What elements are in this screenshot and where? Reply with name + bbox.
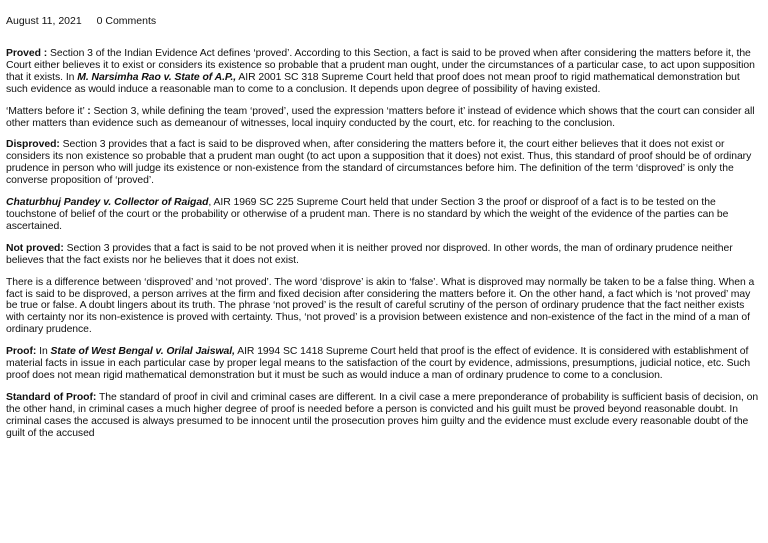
- term-colon: :: [87, 105, 91, 117]
- paragraph-proof: [6, 346, 762, 382]
- term-disproved: Disproved:: [6, 139, 60, 151]
- paragraph-difference: [6, 277, 762, 337]
- paragraph-text: AIR 1994 SC 1418 Supreme Court held that proof is the effect of evidence. It is considered with establishment of material facts in issue in each particular case by proper legal means to the satisfaction of the court by evidence, admissions, presumptions, judicial notice, etc. Such proof does not mean rigid mathematical demonstration but it must be such as would induce a man of ordinary prudence to come to a conclusion.: [6, 346, 751, 381]
- paragraph-text: AIR 2001 SC 318 Supreme Court held that proof does not mean proof to rigid mathematical demonstration but such evidence as would induce a reasonable man to come to a conclusion. It depends upon degree of possibility of having existed.: [6, 71, 740, 95]
- term-standard-of-proof: Standard of Proof:: [6, 391, 97, 403]
- post-meta: [6, 15, 762, 28]
- paragraph-text: Section 3 of the Indian Evidence Act defines ‘proved’. According to this Section, a fact is said to be proved when after considering the matters before it, the Court either believes it to exist or considers its existence so probable that a prudent man ought, under the circumstances of a particular case, to act upon supposition that it exists. In: [6, 48, 755, 83]
- paragraph-text: , AIR 1969 SC 225 Supreme Court held that under Section 3 the proof or disproof of a fact is to be tested on the touchstone of belief of the court or the probability or otherwise of a prudent man. There is no standard by which the weight of the evidence of the parties can be ascertained.: [6, 197, 729, 232]
- paragraph-text: ‘Matters before it’: [6, 105, 88, 117]
- paragraph-standard-of-proof: [6, 392, 762, 440]
- case-citation: State of West Bengal v. Orilal Jaiswal,: [50, 346, 235, 358]
- term-proved: Proved :: [6, 48, 48, 59]
- case-citation: M. Narsimha Rao v. State of A.P.,: [77, 71, 237, 83]
- paragraph-text: In: [36, 346, 51, 358]
- comments-count-link[interactable]: 0 Comments: [96, 15, 157, 27]
- paragraph-text: There is a difference between ‘disproved’ and ‘not proved’. The word ‘disprove’ is akin to ‘false’. What is disproved may normally be taken to be a false thing. When a fact is said to be disproved, a person arrives at the firm and fixed decision after considering the matters before it. On the other hand, a fact which is ‘not proved’ may be true or false. A doubt lingers about its truth. The phrase ‘not proved’ is the result of careful scrutiny of the person of ordinary prudence that the fact neither exists with certainty nor its non-existence is proved with certainty. Thus, ‘not proved’ is a provision between existence and non-existence of the fact in the mind of a man of ordinary prudence.: [6, 276, 755, 336]
- paragraph-disproved: [6, 139, 762, 187]
- paragraph-proved: [6, 48, 762, 96]
- case-citation: Chaturbhuj Pandey v. Collector of Raigad: [6, 197, 209, 209]
- paragraph-text: Section 3, while defining the team ‘proved’, used the expression ‘matters before it’ instead of evidence which shows that the court can consider all other matters than evidence such as demeanour of witnesses, local inquiry conducted by the court, etc. for reaching to the conclusion.: [6, 105, 755, 129]
- term-proof: Proof:: [6, 346, 37, 358]
- paragraph-chaturbhuj: [6, 197, 762, 233]
- term-not-proved: Not proved:: [6, 242, 64, 254]
- paragraph-text: The standard of proof in civil and criminal cases are different. In a civil case a mere preponderance of probability is sufficient basis of decision, on the other hand, in criminal cases a much higher degree of proof is needed before a person is convicted and his guilt must be proved beyond reasonable doubt. In criminal cases the accused is always presumed to be innocent until the prosecution proves him guilty and the evidence must exclude every reasonable doubt of the guilt of the accused: [6, 391, 759, 439]
- paragraph-not-proved: [6, 243, 762, 267]
- paragraph-text: Section 3 provides that a fact is said to be disproved when, after considering the matters before it, the court either believes that it does not exist or considers its non existence so probable that a prudent man ought (to act upon a supposition that it does) not exist. Thus, this standard of proof should be of ordinary prudence in person who will judge its existence or non-existence from the standard of circumstances before him. The definition of the term ‘disproved’ is only the converse proposition of ‘proved’.: [6, 139, 752, 187]
- post-date: August 11, 2021: [6, 15, 82, 27]
- paragraph-text: Section 3 provides that a fact is said to be not proved when it is neither proved nor disproved. In other words, the man of ordinary prudence neither believes that the fact exists nor he believes that it does not exist.: [6, 242, 733, 266]
- paragraph-matters-before-it: [6, 106, 762, 130]
